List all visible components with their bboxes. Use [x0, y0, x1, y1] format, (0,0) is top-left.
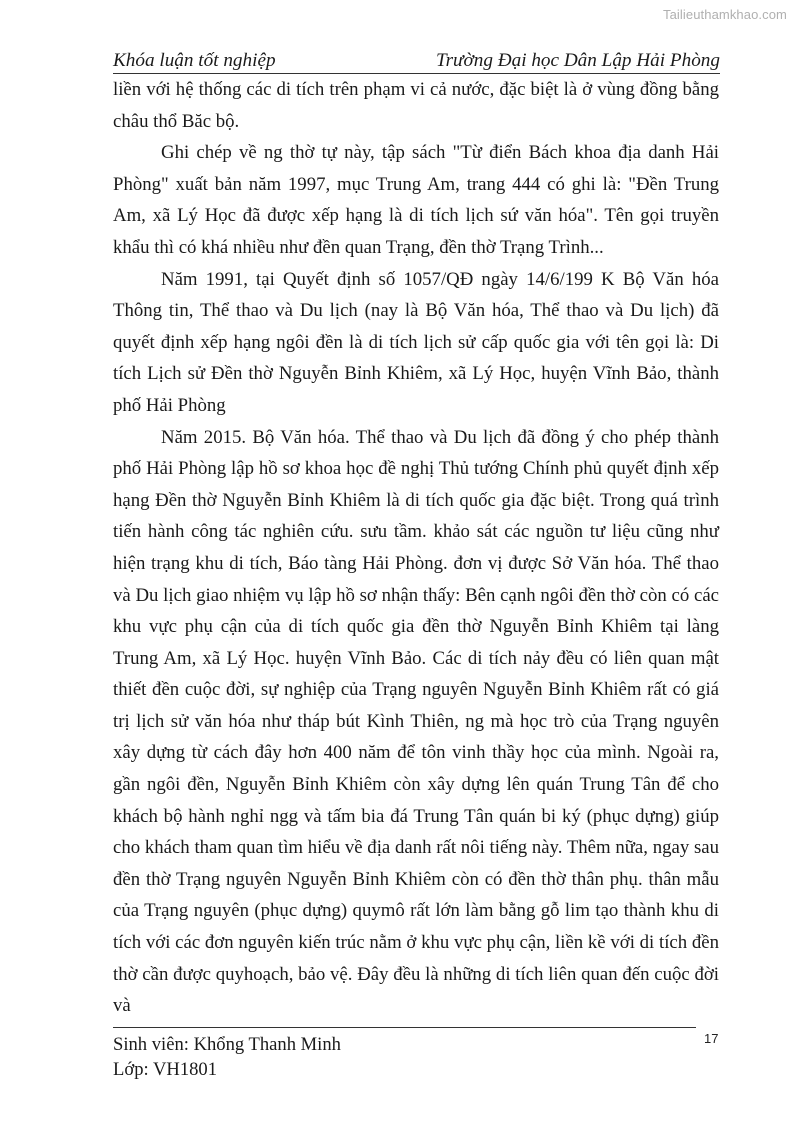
paragraph-continuation: liền với hệ thống các di tích trên phạm vi cả nước, đặc biệt là ở vùng đồng bằng châu thổ Băc bộ.: [113, 79, 719, 132]
paragraph: Ghi chép về ng thờ tự này, tập sách "Từ điển Bách khoa địa danh Hải Phòng" xuất bản năm 1997, mục Trung Am, trang 444 có ghi là: "Đền Trung Am, xã Lý Học đã được xếp hạng là di tích lịch sứ văn hóa". Tên gọi truyền khẩu thì có khá nhiều như đền quan Trạng, đền thờ Trạng Trình...: [113, 142, 719, 258]
paragraph: Năm 2015. Bộ Văn hóa. Thể thao và Du lịch đã đồng ý cho phép thành phố Hải Phòng lập hồ sơ khoa học đề nghị Thủ tướng Chính phủ quyết định xếp hạng Đền thờ Nguyễn Bỉnh Khiêm là di tích quốc gia đặc biệt. Trong quá trình tiến hành công tác nghiên cứu. sưu tầm. khảo sát các nguồn tư liệu cũng như hiện trạng khu di tích, Báo tàng Hải Phòng. đơn vị được Sở Văn hóa. Thể thao và Du lịch giao nhiệm vụ lập hồ sơ nhận thấy: Bên cạnh ngôi đền thờ còn có các khu vực phụ cận của di tích quốc gia đền thờ Nguyễn Bỉnh Khiêm tại làng Trung Am, xã Lý Học. huyện Vĩnh Bảo. Các di tích nảy đều có liên quan mật thiết đền cuộc đời, sự nghiệp của Trạng nguyên Nguyễn Bỉnh Khiêm rất có giá trị lịch sử văn hóa như tháp bút Kình Thiên, ng mà học trò của Trạng nguyên xây dựng từ cách đây hơn 400 năm để tôn vinh thầy học của mình. Ngoài ra, gần ngôi đền, Nguyễn Bỉnh Khiêm còn xây dựng lên quán Trung Tân để cho khách bộ hành nghỉ ngg và tấm bia đá Trung Tân quán bi ký (phục dựng) giúp cho khách tham quan tìm hiểu về địa danh rất nôi tiếng này. Thêm nữa, ngay sau đền thờ Trạng nguyên Nguyễn Bỉnh Khiêm còn có đền thờ thân phụ. thân mẫu của Trạng nguyên (phục dựng) quymô rất lớn làm bằng gỗ lim tạo thành khu di tích với các đơn nguyên kiến trúc nằm ở khu vực phụ cận, liền kề với di tích đền thờ cần được quyhoạch, bảo vệ. Đây đều là những di tích liên quan đến cuộc đời và: [113, 426, 719, 1017]
watermark: Tailieuthamkhao.com: [662, 7, 787, 22]
header-university-label: Trường Đại học Dân Lập Hải Phòng: [435, 50, 720, 71]
footer-divider: [113, 1027, 696, 1028]
paragraph: Năm 1991, tại Quyết định số 1057/QĐ ngày 14/6/199 K Bộ Văn hóa Thông tin, Thể thao và Du lịch (nay là Bộ Văn hóa, Thể thao và Du lịch) đã quyết định xếp hạng ngôi đền là di tích lịch sử cấp quốc gia với tên gọi là: Di tích Lịch sử Đền thờ Nguyễn Bỉnh Khiêm, xã Lý Học, huyện Vĩnh Bảo, thành phố Hải Phòng: [113, 268, 719, 416]
footer-class-code: Lớp: VH1801: [113, 1059, 218, 1080]
document-body: [113, 74, 719, 1022]
page-header: [113, 49, 720, 73]
page-footer: [113, 1032, 341, 1082]
footer-student-name: Sinh viên: Khổng Thanh Minh: [113, 1034, 341, 1055]
header-thesis-label: Khóa luận tốt nghiệp: [113, 50, 276, 71]
page-number: 17: [704, 1031, 719, 1046]
